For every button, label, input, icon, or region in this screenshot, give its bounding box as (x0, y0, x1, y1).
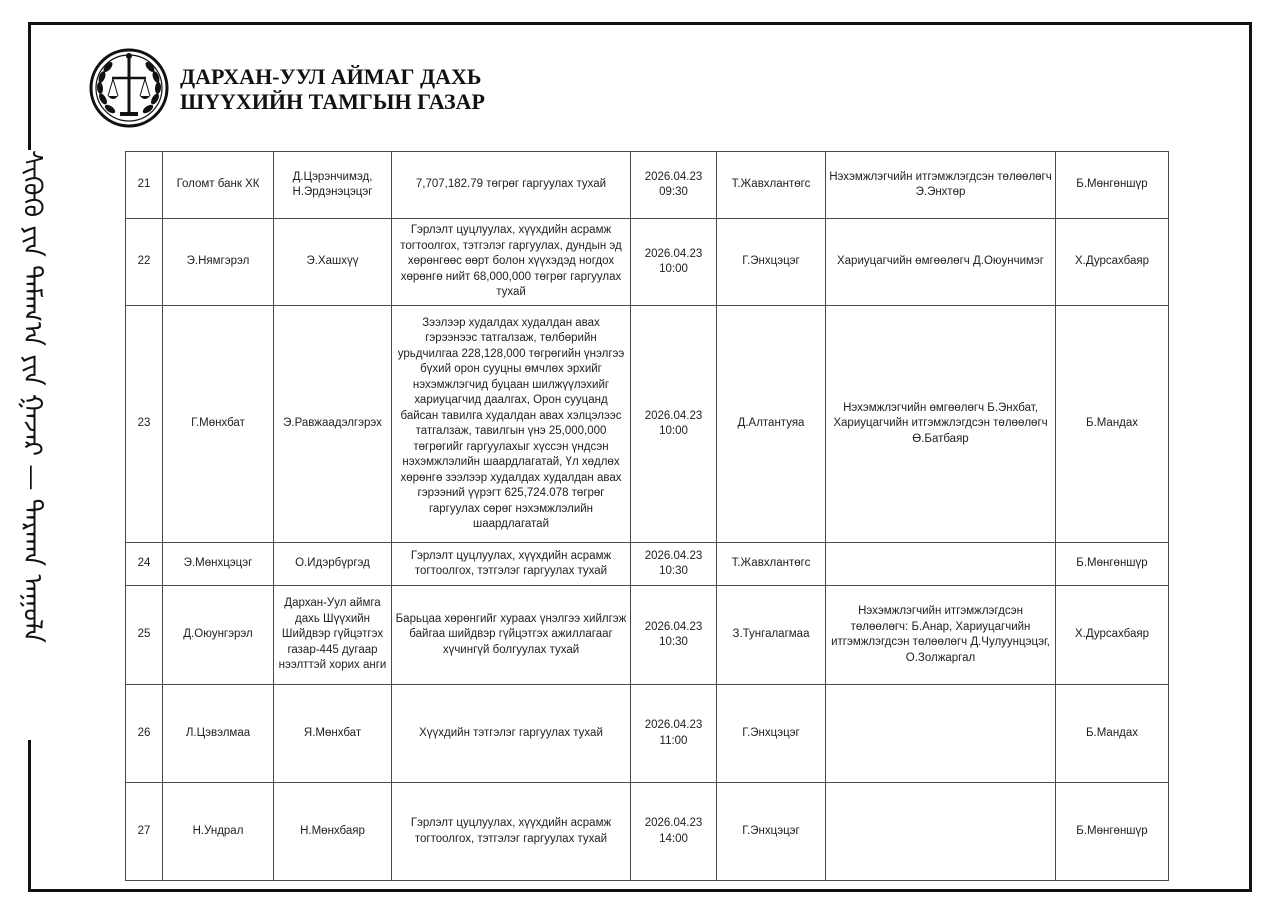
hearing-date: 2026.04.23 (644, 170, 703, 183)
defendant-cell: Н.Мөнхбаяр (274, 783, 392, 881)
table-row (126, 586, 1169, 685)
judge-cell: Г.Энхцэцэг (717, 219, 826, 306)
row-number: 22 (126, 219, 163, 306)
hearing-date: 2026.04.23 (644, 549, 703, 562)
participants-cell: Хариуцагчийн өмгөөлөгч Д.Оюунчимэг (826, 219, 1056, 306)
defendant-cell: Э.Хашхүү (274, 219, 392, 306)
judge-cell: Д.Алтантуяа (717, 306, 826, 543)
hearing-time: 14:00 (659, 832, 688, 845)
participants-cell (826, 783, 1056, 881)
row-number: 27 (126, 783, 163, 881)
claim-cell: 7,707,182.79 төгрөг гаргуулах тухай (392, 152, 631, 219)
clerk-cell: Б.Мандах (1056, 685, 1169, 783)
judge-cell: Т.Жавхлантөгс (717, 152, 826, 219)
table-row (126, 685, 1169, 783)
datetime-cell (631, 306, 717, 543)
defendant-cell: Дархан-Уул аймга дахь Шүүхийн Шийдвэр гүйцэтгэх газар-445 дугаар нээлттэй хорих анги (274, 586, 392, 685)
claim-cell: Гэрлэлт цуцлуулах, хүүхдийн асрамж тогтоолгох, тэтгэлэг гаргуулах, дундын эд хөрөнгөөс өөрт болон хүүхэдэд ногдох хөрөнгө нийт 68,000,000 төгрөг гаргуулах тухай (392, 219, 631, 306)
datetime-cell (631, 219, 717, 306)
organization-title (180, 64, 485, 114)
hearing-date: 2026.04.23 (644, 620, 703, 633)
organization-title-line1: ДАРХАН-УУЛ АЙМАГ ДАХЬ (180, 64, 482, 89)
participants-cell (826, 685, 1056, 783)
table-row (126, 152, 1169, 219)
claim-cell: Барьцаа хөрөнгийг хураах үнэлгээ хийлгэж байгаа шийдвэр гүйцэтгэх ажиллагааг хүчингүй болгуулах тухай (392, 586, 631, 685)
row-number: 21 (126, 152, 163, 219)
clerk-cell: Б.Мөнгөншүр (1056, 783, 1169, 881)
participants-cell: Нэхэмжлэгчийн өмгөөлөгч Б.Энхбат, Хариуцагчийн итгэмжлэгдсэн төлөөлөгч Ө.Батбаяр (826, 306, 1056, 543)
datetime-cell (631, 783, 717, 881)
datetime-cell (631, 543, 717, 586)
row-number: 24 (126, 543, 163, 586)
plaintiff-cell: Н.Ундрал (163, 783, 274, 881)
defendant-cell: Э.Равжаадэлгэрэх (274, 306, 392, 543)
judge-cell: Г.Энхцэцэг (717, 783, 826, 881)
hearing-time: 10:30 (659, 565, 688, 577)
row-number: 23 (126, 306, 163, 543)
hearing-date: 2026.04.23 (644, 409, 703, 422)
hearing-date: 2026.04.23 (644, 817, 703, 829)
row-number: 26 (126, 685, 163, 783)
plaintiff-cell: Э.Мөнхцэцэг (163, 543, 274, 586)
vertical-mongolian-text: ᠰᠢᠭᠦᠬᠦ ᠶᠢᠨ ᠲᠠᠮᠠᠭ᠎ᠠ ᠶᠢᠨ ᠭᠠᠵᠠᠷ — ᠳᠠᠷᠬᠠᠨ ᠠᠭᠤᠯᠠ (14, 150, 54, 740)
claim-cell: Хүүхдийн тэтгэлэг гаргуулах тухай (392, 685, 631, 783)
datetime-cell (631, 685, 717, 783)
hearing-time: 09:30 (659, 186, 688, 198)
clerk-cell: Б.Мөнгөншүр (1056, 543, 1169, 586)
clerk-cell: Б.Мөнгөншүр (1056, 152, 1169, 219)
claim-cell: Гэрлэлт цуцлуулах, хүүхдийн асрамж тогтоолгох, тэтгэлэг гаргуулах тухай (392, 543, 631, 586)
participants-cell: Нэхэмжлэгчийн итгэмжлэгдсэн төлөөлөгч Э.Энхтөр (826, 152, 1056, 219)
court-schedule-table (125, 151, 1169, 881)
table-row (126, 219, 1169, 306)
plaintiff-cell: Голомт банк ХК (163, 152, 274, 219)
document-header (88, 44, 688, 134)
plaintiff-cell: Д.Оюунгэрэл (163, 586, 274, 685)
hearing-time: 11:00 (659, 734, 688, 747)
judge-cell: Г.Энхцэцэг (717, 685, 826, 783)
plaintiff-cell: Э.Нямгэрэл (163, 219, 274, 306)
court-scales-emblem-icon (88, 44, 170, 130)
hearing-time: 10:00 (659, 263, 688, 275)
defendant-cell: Я.Мөнхбат (274, 685, 392, 783)
participants-cell: Нэхэмжлэгчийн итгэмжлэгдсэн төлөөлөгч: Б.Анар, Хариуцагчийн итгэмжлэгдсэн төлөөлөгч Д.Чулуунцэцэг, О.Золжаргал (826, 586, 1056, 685)
claim-cell: Гэрлэлт цуцлуулах, хүүхдийн асрамж тогтоолгох, тэтгэлэг гаргуулах тухай (392, 783, 631, 881)
hearing-time: 10:00 (659, 425, 688, 437)
hearing-date: 2026.04.23 (644, 719, 703, 731)
table-row (126, 543, 1169, 586)
table-row (126, 306, 1169, 543)
judge-cell: З.Тунгалагмаа (717, 586, 826, 685)
plaintiff-cell: Г.Мөнхбат (163, 306, 274, 543)
clerk-cell: Х.Дурсахбаяр (1056, 586, 1169, 685)
table-row (126, 783, 1169, 881)
clerk-cell: Х.Дурсахбаяр (1056, 219, 1169, 306)
plaintiff-cell: Л.Цэвэлмаа (163, 685, 274, 783)
defendant-cell: Д.Цэрэнчимэд, Н.Эрдэнэцэцэг (274, 152, 392, 219)
clerk-cell: Б.Мандах (1056, 306, 1169, 543)
defendant-cell: О.Идэрбүргэд (274, 543, 392, 586)
datetime-cell (631, 586, 717, 685)
hearing-date: 2026.04.23 (644, 247, 703, 260)
participants-cell (826, 543, 1056, 586)
judge-cell: Т.Жавхлантөгс (717, 543, 826, 586)
hearing-time: 10:30 (659, 636, 688, 648)
datetime-cell (631, 152, 717, 219)
row-number: 25 (126, 586, 163, 685)
claim-cell: Зээлээр худалдах худалдан авах гэрээнээс татгалзаж, төлбөрийн урьдчилгаа 228,128,000 төгрөгийн үнэлгээ бүхий орон сууцны өмчлөх эрхийг нэхэмжлэгчид буцаан шилжүүлэхийг хариуцагчид даалгах, Орон сууцанд байсан тавилга худалдан авах хэлцэлээс татгалзаж, тавилгын үнэ 25,000,000 төгрөгийг гаргуулахыг хүссэн үндсэн нэхэмжлэлийн шаардлагатай, Үл хөдлөх хөрөнгө зээлээр худалдах худалдан авах гэрээний үүрэгт 625,724.078 төгрөг гаргуулах сөрөг нэхэмжлэлийн шаардлагатай (392, 306, 631, 543)
organization-title-line2: ШҮҮХИЙН ТАМГЫН ГАЗАР (180, 89, 485, 114)
